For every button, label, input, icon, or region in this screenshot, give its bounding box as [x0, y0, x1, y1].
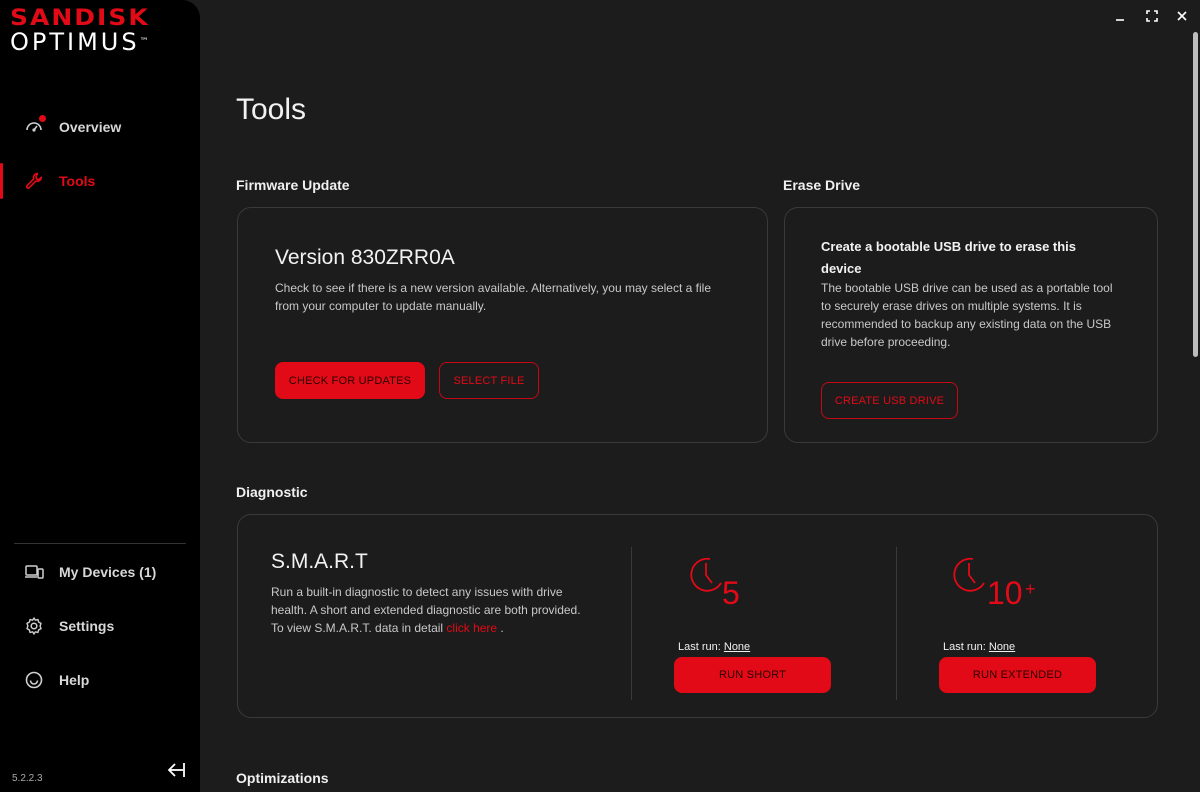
smart-description-suffix: .: [497, 621, 504, 635]
last-run-value: None: [988, 641, 1016, 653]
help-icon: [24, 670, 44, 690]
run-short-button[interactable]: RUN SHORT: [674, 657, 831, 693]
sidebar-item-label: Settings: [59, 618, 115, 634]
firmware-description: Check to see if there is a new version available. Alternatively, you may select a file from your computer to update manually.: [275, 281, 711, 313]
short-test-minutes: 5: [722, 575, 740, 611]
sidebar-item-label: Tools: [59, 173, 96, 189]
close-icon[interactable]: [1174, 8, 1190, 24]
erase-section-title: Erase Drive: [783, 177, 861, 193]
extended-test-plus: +: [1025, 579, 1036, 599]
select-file-button[interactable]: SELECT FILE: [439, 362, 539, 399]
erase-description: The bootable USB drive can be used as a portable tool to securely erase drives on multiple systems. It is recommended to backup any existing data on the USB drive before proceeding.: [821, 281, 1113, 349]
app-logo: [10, 6, 195, 54]
gear-icon: [24, 616, 44, 636]
sidebar-item-settings[interactable]: [0, 608, 200, 644]
scrollbar[interactable]: [1193, 32, 1198, 357]
last-run-label: Last run:: [943, 641, 986, 653]
sidebar-item-label: Help: [59, 672, 90, 688]
extended-last-run: [943, 641, 1015, 653]
product-name: [10, 30, 195, 54]
firmware-section-title: Firmware Update: [236, 177, 350, 193]
extended-test-timer: [951, 553, 1051, 615]
sidebar-divider: [14, 543, 186, 544]
column-divider: [896, 547, 897, 700]
sidebar-item-help[interactable]: [0, 662, 200, 698]
optimizations-section-title: Optimizations: [236, 770, 329, 786]
sidebar-item-overview[interactable]: [0, 109, 200, 145]
last-run-value: None: [723, 641, 751, 653]
sidebar-item-my-devices[interactable]: [0, 554, 200, 590]
smart-title: S.M.A.R.T: [271, 550, 368, 573]
create-usb-drive-button[interactable]: CREATE USB DRIVE: [821, 382, 958, 419]
firmware-version: Version 830ZRR0A: [275, 246, 455, 269]
sidebar-item-label: Overview: [59, 119, 122, 135]
erase-card: [784, 207, 1158, 443]
trademark-symbol: ™: [139, 37, 149, 47]
erase-heading: Create a bootable USB drive to erase this device: [821, 239, 1077, 276]
check-for-updates-button[interactable]: CHECK FOR UPDATES: [275, 362, 425, 399]
smart-description: [271, 583, 591, 637]
run-extended-button[interactable]: RUN EXTENDED: [939, 657, 1096, 693]
product-name-text: OPTIMUS: [10, 28, 140, 56]
sidebar: [0, 0, 200, 792]
extended-test-minutes: 10: [987, 575, 1023, 611]
clock-icon: [688, 553, 724, 597]
smart-description-text: Run a built-in diagnostic to detect any issues with drive health. A short and extended diagnostic are both provided. To view S.M.A.R.T. data in detail: [271, 585, 581, 635]
minimize-icon[interactable]: [1112, 8, 1128, 24]
devices-icon: [24, 562, 44, 582]
diagnostic-card: [237, 514, 1158, 718]
app-version: 5.2.2.3: [12, 773, 43, 784]
sidebar-item-tools[interactable]: [0, 163, 200, 199]
diagnostic-section-title: Diagnostic: [236, 484, 308, 500]
sidebar-item-label: My Devices (1): [59, 564, 157, 580]
short-test-timer: [688, 553, 758, 615]
notification-dot: [39, 115, 46, 122]
page-title: Tools: [236, 93, 307, 126]
maximize-icon[interactable]: [1144, 8, 1160, 24]
gauge-icon: [24, 117, 44, 137]
column-divider: [631, 547, 632, 700]
last-run-label: Last run:: [678, 641, 721, 653]
firmware-card: [237, 207, 768, 443]
collapse-sidebar-icon[interactable]: [165, 760, 187, 780]
clock-icon: [951, 553, 987, 597]
smart-details-link[interactable]: click here: [446, 621, 498, 635]
wrench-icon: [24, 171, 44, 191]
short-last-run: [678, 641, 750, 653]
brand-name: SANDISK: [10, 4, 150, 31]
